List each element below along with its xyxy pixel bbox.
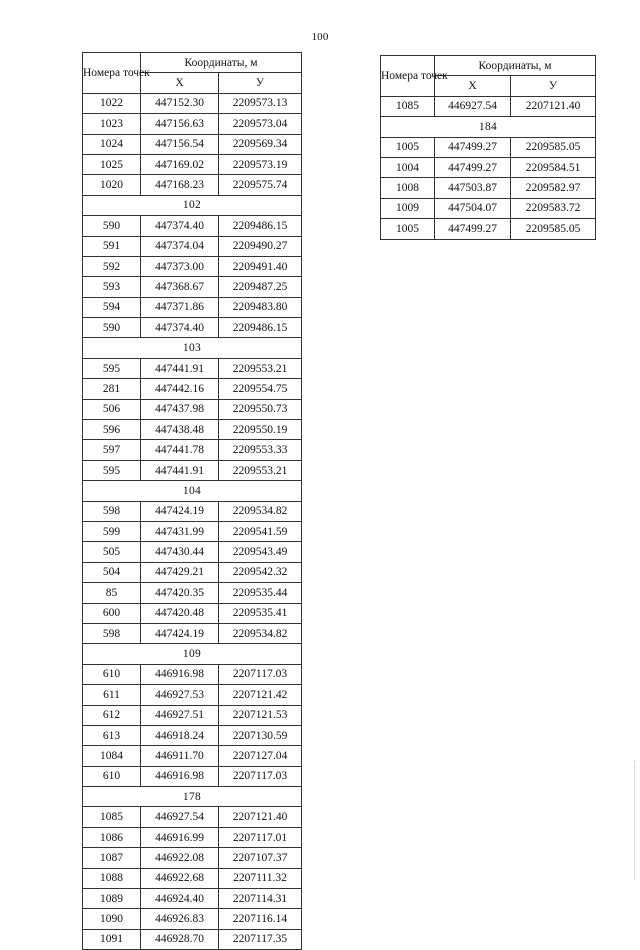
x-coordinate-cell: 446926.83 (141, 909, 219, 929)
table-row (83, 379, 302, 399)
table-row (381, 178, 596, 198)
header-coordinates: Координаты, м (141, 53, 302, 73)
table-row (83, 318, 302, 338)
x-coordinate-cell: 447368.67 (141, 277, 219, 297)
point-number-cell: 597 (83, 440, 141, 460)
x-coordinate-cell: 447499.27 (435, 157, 511, 177)
x-coordinate-cell: 446928.70 (141, 929, 219, 949)
point-number-cell: 590 (83, 216, 141, 236)
point-number-cell: 600 (83, 603, 141, 623)
point-number-cell: 595 (83, 460, 141, 480)
table-row (83, 909, 302, 929)
table-row (83, 358, 302, 378)
header-y: У (219, 73, 302, 93)
point-number-cell: 506 (83, 399, 141, 419)
table-row (83, 501, 302, 521)
table-row (83, 440, 302, 460)
table-row (83, 725, 302, 745)
x-coordinate-cell: 447503.87 (435, 178, 511, 198)
point-number-cell: 1005 (381, 137, 435, 157)
x-coordinate-cell: 447374.40 (141, 318, 219, 338)
point-number-cell: 596 (83, 420, 141, 440)
table-row (83, 175, 302, 195)
point-number-cell: 504 (83, 562, 141, 582)
table-row (83, 807, 302, 827)
table-row (83, 766, 302, 786)
point-number-cell: 593 (83, 277, 141, 297)
group-row (83, 195, 302, 215)
x-coordinate-cell: 447424.19 (141, 501, 219, 521)
y-coordinate-cell: 2209582.97 (511, 178, 596, 198)
x-coordinate-cell: 447168.23 (141, 175, 219, 195)
table-row (83, 216, 302, 236)
table-row (83, 929, 302, 949)
x-coordinate-cell: 447152.30 (141, 93, 219, 113)
table-body-left (83, 93, 302, 949)
y-coordinate-cell: 2209535.44 (219, 583, 302, 603)
point-number-cell: 1085 (83, 807, 141, 827)
x-coordinate-cell: 447499.27 (435, 137, 511, 157)
y-coordinate-cell: 2209583.72 (511, 198, 596, 218)
y-coordinate-cell: 2209534.82 (219, 501, 302, 521)
x-coordinate-cell: 447441.78 (141, 440, 219, 460)
y-coordinate-cell: 2207107.37 (219, 848, 302, 868)
x-coordinate-cell: 447442.16 (141, 379, 219, 399)
y-coordinate-cell: 2209543.49 (219, 542, 302, 562)
x-coordinate-cell: 447437.98 (141, 399, 219, 419)
table-row (83, 868, 302, 888)
y-coordinate-cell: 2209541.59 (219, 521, 302, 541)
table-row (83, 399, 302, 419)
x-coordinate-cell: 447438.48 (141, 420, 219, 440)
point-number-cell: 1084 (83, 746, 141, 766)
scan-margin-artifact (634, 760, 636, 880)
table-row (83, 277, 302, 297)
group-label: 103 (83, 338, 302, 358)
y-coordinate-cell: 2209487.25 (219, 277, 302, 297)
point-number-cell: 1005 (381, 219, 435, 239)
table-row (83, 827, 302, 847)
x-coordinate-cell: 446927.51 (141, 705, 219, 725)
x-coordinate-cell: 446916.98 (141, 664, 219, 684)
table-row (83, 889, 302, 909)
point-number-cell: 613 (83, 725, 141, 745)
y-coordinate-cell: 2209553.21 (219, 460, 302, 480)
group-row (83, 481, 302, 501)
y-coordinate-cell: 2207121.53 (219, 705, 302, 725)
y-coordinate-cell: 2207111.32 (219, 868, 302, 888)
x-coordinate-cell: 446916.99 (141, 827, 219, 847)
y-coordinate-cell: 2209550.19 (219, 420, 302, 440)
table-row (83, 705, 302, 725)
y-coordinate-cell: 2209491.40 (219, 256, 302, 276)
y-coordinate-cell: 2207130.59 (219, 725, 302, 745)
x-coordinate-cell: 447156.54 (141, 134, 219, 154)
page-number: 100 (311, 31, 329, 43)
y-coordinate-cell: 2209534.82 (219, 623, 302, 643)
point-number-cell: 610 (83, 766, 141, 786)
x-coordinate-cell: 446922.68 (141, 868, 219, 888)
y-coordinate-cell: 2209553.21 (219, 358, 302, 378)
y-coordinate-cell: 2207117.03 (219, 664, 302, 684)
point-number-cell: 611 (83, 685, 141, 705)
point-number-cell: 612 (83, 705, 141, 725)
group-label: 102 (83, 195, 302, 215)
y-coordinate-cell: 2207127.04 (219, 746, 302, 766)
point-number-cell: 1023 (83, 114, 141, 134)
x-coordinate-cell: 446911.70 (141, 746, 219, 766)
point-number-cell: 1086 (83, 827, 141, 847)
point-number-cell: 1009 (381, 198, 435, 218)
x-coordinate-cell: 446924.40 (141, 889, 219, 909)
table-row (83, 256, 302, 276)
x-coordinate-cell: 446922.08 (141, 848, 219, 868)
table-row (381, 219, 596, 239)
table-row (83, 583, 302, 603)
table-row (83, 420, 302, 440)
table-row (83, 134, 302, 154)
group-row (381, 117, 596, 137)
point-number-cell: 594 (83, 297, 141, 317)
table-row (83, 848, 302, 868)
point-number-cell: 595 (83, 358, 141, 378)
x-coordinate-cell: 447441.91 (141, 460, 219, 480)
y-coordinate-cell: 2209486.15 (219, 318, 302, 338)
group-label: 109 (83, 644, 302, 664)
table-row (381, 96, 596, 116)
y-coordinate-cell: 2209575.74 (219, 175, 302, 195)
point-number-cell: 1088 (83, 868, 141, 888)
y-coordinate-cell: 2207121.40 (219, 807, 302, 827)
x-coordinate-cell: 446927.54 (435, 96, 511, 116)
point-number-cell: 1025 (83, 154, 141, 174)
point-number-cell: 591 (83, 236, 141, 256)
y-coordinate-cell: 2209542.32 (219, 562, 302, 582)
x-coordinate-cell: 446916.98 (141, 766, 219, 786)
group-label: 178 (83, 787, 302, 807)
point-number-cell: 85 (83, 583, 141, 603)
point-number-cell: 598 (83, 623, 141, 643)
point-number-cell: 1004 (381, 157, 435, 177)
point-number-cell: 590 (83, 318, 141, 338)
header-point-numbers: Номера точек (83, 53, 141, 94)
table-row (381, 198, 596, 218)
y-coordinate-cell: 2207116.14 (219, 909, 302, 929)
table-row (83, 746, 302, 766)
table-row (83, 542, 302, 562)
y-coordinate-cell: 2209554.75 (219, 379, 302, 399)
x-coordinate-cell: 447374.40 (141, 216, 219, 236)
x-coordinate-cell: 446918.24 (141, 725, 219, 745)
x-coordinate-cell: 447420.35 (141, 583, 219, 603)
point-number-cell: 1089 (83, 889, 141, 909)
table-row (83, 623, 302, 643)
header-point-numbers: Номера точек (381, 56, 435, 97)
x-coordinate-cell: 447169.02 (141, 154, 219, 174)
x-coordinate-cell: 447504.07 (435, 198, 511, 218)
y-coordinate-cell: 2209569.34 (219, 134, 302, 154)
header-y: У (511, 76, 596, 96)
y-coordinate-cell: 2209585.05 (511, 219, 596, 239)
x-coordinate-cell: 447420.48 (141, 603, 219, 623)
x-coordinate-cell: 447424.19 (141, 623, 219, 643)
table-row (381, 157, 596, 177)
y-coordinate-cell: 2209550.73 (219, 399, 302, 419)
table-row (83, 521, 302, 541)
y-coordinate-cell: 2209483.80 (219, 297, 302, 317)
table-body-right (381, 96, 596, 239)
table-row (83, 93, 302, 113)
y-coordinate-cell: 2207117.35 (219, 929, 302, 949)
y-coordinate-cell: 2207117.03 (219, 766, 302, 786)
header-coordinates: Координаты, м (435, 56, 596, 76)
table-row (83, 685, 302, 705)
point-number-cell: 1087 (83, 848, 141, 868)
point-number-cell: 1024 (83, 134, 141, 154)
point-number-cell: 1085 (381, 96, 435, 116)
header-x: X (141, 73, 219, 93)
y-coordinate-cell: 2209486.15 (219, 216, 302, 236)
x-coordinate-cell: 447156.63 (141, 114, 219, 134)
x-coordinate-cell: 447430.44 (141, 542, 219, 562)
point-number-cell: 281 (83, 379, 141, 399)
table-row (83, 236, 302, 256)
table-row (83, 664, 302, 684)
point-number-cell: 1022 (83, 93, 141, 113)
x-coordinate-cell: 446927.53 (141, 685, 219, 705)
table-row (83, 114, 302, 134)
point-number-cell: 598 (83, 501, 141, 521)
point-number-cell: 610 (83, 664, 141, 684)
table-row (83, 562, 302, 582)
y-coordinate-cell: 2209553.33 (219, 440, 302, 460)
x-coordinate-cell: 447374.04 (141, 236, 219, 256)
group-label: 104 (83, 481, 302, 501)
point-number-cell: 1090 (83, 909, 141, 929)
y-coordinate-cell: 2207114.31 (219, 889, 302, 909)
point-number-cell: 599 (83, 521, 141, 541)
group-label: 184 (381, 117, 596, 137)
table-row (83, 297, 302, 317)
group-row (83, 338, 302, 358)
x-coordinate-cell: 447499.27 (435, 219, 511, 239)
group-row (83, 644, 302, 664)
coordinates-table-right (380, 55, 596, 240)
y-coordinate-cell: 2209584.51 (511, 157, 596, 177)
coordinates-table-left (82, 52, 302, 950)
x-coordinate-cell: 446927.54 (141, 807, 219, 827)
table-row (83, 460, 302, 480)
group-row (83, 787, 302, 807)
point-number-cell: 505 (83, 542, 141, 562)
y-coordinate-cell: 2209573.13 (219, 93, 302, 113)
x-coordinate-cell: 447429.21 (141, 562, 219, 582)
point-number-cell: 592 (83, 256, 141, 276)
y-coordinate-cell: 2207121.42 (219, 685, 302, 705)
table-row (83, 154, 302, 174)
x-coordinate-cell: 447441.91 (141, 358, 219, 378)
x-coordinate-cell: 447431.99 (141, 521, 219, 541)
y-coordinate-cell: 2207121.40 (511, 96, 596, 116)
point-number-cell: 1008 (381, 178, 435, 198)
table-row (83, 603, 302, 623)
point-number-cell: 1020 (83, 175, 141, 195)
y-coordinate-cell: 2209535.41 (219, 603, 302, 623)
y-coordinate-cell: 2209585.05 (511, 137, 596, 157)
point-number-cell: 1091 (83, 929, 141, 949)
y-coordinate-cell: 2209490.27 (219, 236, 302, 256)
y-coordinate-cell: 2209573.04 (219, 114, 302, 134)
x-coordinate-cell: 447371.86 (141, 297, 219, 317)
x-coordinate-cell: 447373.00 (141, 256, 219, 276)
y-coordinate-cell: 2207117.01 (219, 827, 302, 847)
table-row (381, 137, 596, 157)
header-x: X (435, 76, 511, 96)
y-coordinate-cell: 2209573.19 (219, 154, 302, 174)
